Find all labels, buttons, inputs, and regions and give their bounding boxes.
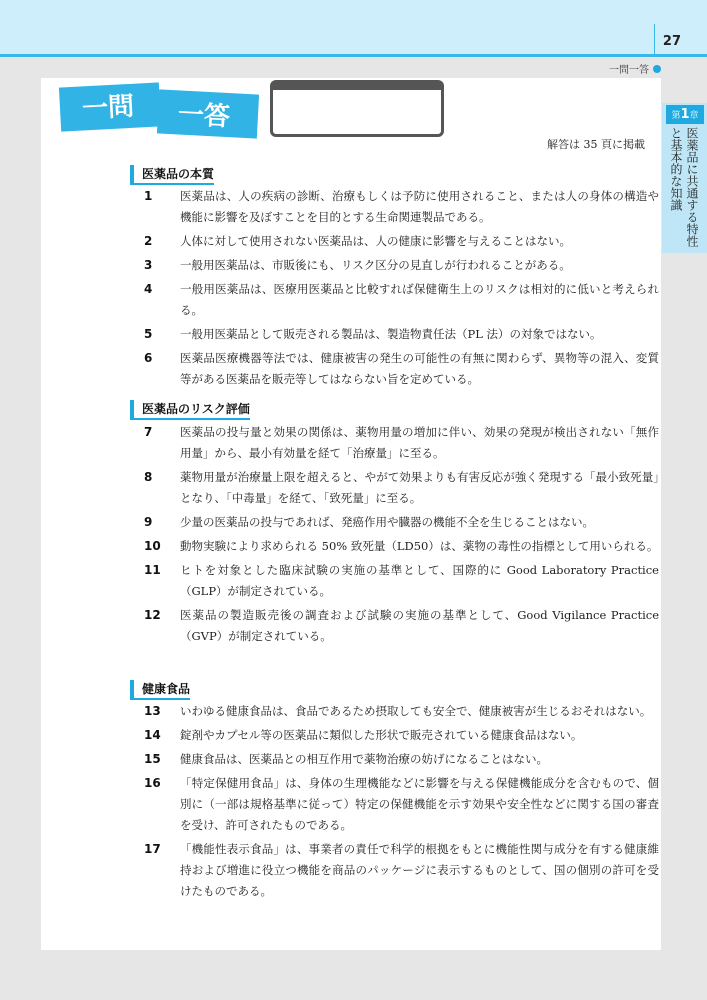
question-text: 医薬品は、人の疾病の診断、治療もしくは予防に使用されること、または人の身体の構造や機能に影響を及ぼすことを目的とする生命関連製品である。	[180, 189, 659, 224]
question-text: 医薬品の投与量と効果の関係は、薬物用量の増加に伴い、効果の発現が検出されない「無作用量」から、最小有効量を経て「治療量」に至る。	[180, 425, 659, 460]
question-item	[144, 512, 659, 533]
question-text: 医薬品の製造販売後の調査および試験の実施の基準として、Good Vigilance Practice（GVP）が制定されている。	[180, 608, 659, 643]
question-number: 7	[144, 425, 153, 439]
question-item	[144, 773, 659, 836]
question-text: ヒトを対象とした臨床試験の実施の基準として、国際的に Good Laboratory Practice（GLP）が制定されている。	[180, 563, 659, 598]
chapter-side-tab	[662, 103, 707, 253]
question-item	[144, 749, 659, 770]
question-text: 薬物用量が治療量上限を超えると、やがて効果よりも有害反応が強く発現する「最小致死量」となり、「中毒量」を経て、「致死量」に至る。	[180, 470, 659, 505]
question-item	[144, 186, 659, 228]
question-text: 少量の医薬品の投与であれば、発癌作用や臓器の機能不全を生じることはない。	[180, 515, 594, 529]
question-number: 13	[144, 704, 161, 718]
question-item	[144, 536, 659, 557]
question-number: 3	[144, 258, 153, 272]
question-number: 10	[144, 539, 161, 553]
bullet-dot-icon	[653, 65, 661, 73]
question-text: いわゆる健康食品は、食品であるため摂取しても安全で、健康被害が生じるおそれはない。	[180, 704, 652, 718]
question-item	[144, 422, 659, 464]
chapter-title: 医薬品に共通する特性と基本的な知識	[669, 127, 699, 247]
question-list	[144, 422, 659, 650]
chapter-number: 1	[680, 107, 690, 122]
chapter-prefix: 第	[671, 111, 681, 121]
question-text: 医薬品医療機器等法では、健康被害の発生の可能性の有無に関わらず、異物等の混入、変質等がある医薬品を販売等してはならない旨を定めている。	[180, 351, 659, 386]
question-number: 1	[144, 189, 153, 203]
question-item	[144, 725, 659, 746]
question-number: 9	[144, 515, 153, 529]
question-text: 人体に対して使用されない医薬品は、人の健康に影響を与えることはない。	[180, 234, 571, 248]
question-number: 17	[144, 842, 161, 856]
question-item	[144, 348, 659, 390]
question-item	[144, 605, 659, 647]
chapter-label	[666, 105, 704, 124]
question-number: 11	[144, 563, 161, 577]
question-number: 6	[144, 351, 153, 365]
banner-title-right: 一答	[177, 99, 231, 133]
question-text: 「特定保健用食品」は、身体の生理機能などに影響を与える保健機能成分を含むもので、個別に（一部は規格基準に従って）特定の保健機能を示す効果や安全性などに関する国の審査を受け、許可されたものである。	[180, 776, 659, 832]
question-number: 2	[144, 234, 153, 248]
running-head	[609, 61, 661, 76]
question-text: 動物実験により求められる 50% 致死量（LD50）は、薬物の毒性の指標として用いられる。	[180, 539, 659, 553]
question-item	[144, 560, 659, 602]
question-number: 16	[144, 776, 161, 790]
section-heading: 医薬品のリスク評価	[130, 400, 250, 420]
question-text: 「機能性表示食品」は、事業者の責任で科学的根拠をもとに機能性関与成分を有する健康維持および増進に役立つ機能を商品のパッケージに表示するものとして、国の個別の許可を受けたものである。	[180, 842, 659, 898]
question-number: 15	[144, 752, 161, 766]
question-text: 健康食品は、医薬品との相互作用で薬物治療の妨げになることはない。	[180, 752, 548, 766]
question-list	[144, 186, 659, 393]
question-text: 一般用医薬品は、医療用医薬品と比較すれば保健衛生上のリスクは相対的に低いと考えられる。	[180, 282, 659, 317]
question-number: 12	[144, 608, 161, 622]
question-item	[144, 467, 659, 509]
running-head-label: 一問一答	[609, 65, 649, 76]
chapter-suffix: 章	[689, 111, 699, 121]
section-heading: 医薬品の本質	[130, 165, 214, 185]
header-rule	[0, 54, 707, 57]
question-list	[144, 701, 659, 905]
question-item	[144, 279, 659, 321]
question-text: 一般用医薬品は、市販後にも、リスク区分の見直しが行われることがある。	[180, 258, 571, 272]
question-item	[144, 231, 659, 252]
header-band	[0, 0, 707, 54]
question-number: 14	[144, 728, 161, 742]
section-heading: 健康食品	[130, 680, 190, 700]
question-item	[144, 324, 659, 345]
question-item	[144, 255, 659, 276]
question-number: 5	[144, 327, 153, 341]
question-text: 一般用医薬品として販売される製品は、製造物責任法（PL 法）の対象ではない。	[180, 327, 602, 341]
page-number-divider	[654, 24, 655, 54]
question-number: 4	[144, 282, 153, 296]
name-frame-box	[270, 80, 444, 137]
question-number: 8	[144, 470, 153, 484]
question-item	[144, 839, 659, 902]
question-item	[144, 701, 659, 722]
question-text: 錠剤やカプセル等の医薬品に類似した形状で販売されている健康食品はない。	[180, 728, 583, 742]
answer-note: 解答は 35 頁に掲載	[547, 138, 645, 151]
page-number: 27	[662, 34, 681, 49]
banner-title-left: 一問	[81, 91, 135, 125]
